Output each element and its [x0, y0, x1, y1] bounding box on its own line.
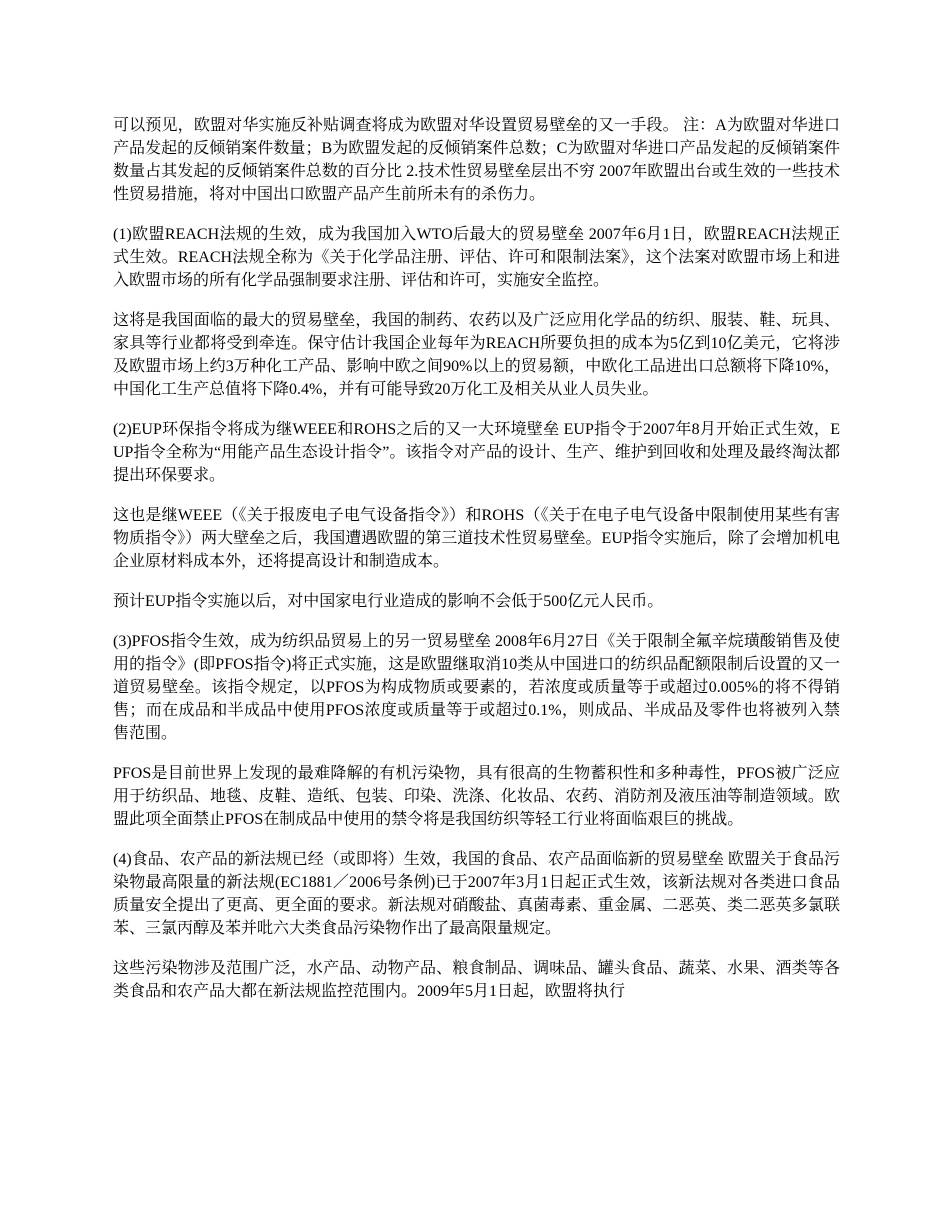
- paragraph-eup: (2)EUP环保指令将成为继WEEE和ROHS之后的又一大环境壁垒 EUP指令于2007年8月开始正式生效，EUP指令全称为“用能产品生态设计指令”。该指令对产品的设计、生产、维护到回收和处理及最终淘汰都提出环保要求。: [113, 421, 840, 484]
- paragraph-reach-impact: 这将是我国面临的最大的贸易壁垒，我国的制药、农药以及广泛应用化学品的纺织、服装、鞋、玩具、家具等行业都将受到牵连。保守估计我国企业每年为REACH所要负担的成本为5亿到10亿美元，它将涉及欧盟市场上约3万种化工产品、影响中欧之间90%以上的贸易额，中欧化工品进出口总额将下降10%，中国化工生产总值将下降0.4%，并有可能导致20万化工及相关从业人员失业。: [113, 312, 840, 398]
- paragraph-eup-weee-rohs: 这也是继WEEE（《关于报废电子电气设备指令》）和ROHS（《关于在电子电气设备中限制使用某些有害物质指令》）两大壁垒之后，我国遭遇欧盟的第三道技术性贸易壁垒。EUP指令实施后，除了会增加机电企业原材料成本外，还将提高设计和制造成本。: [113, 507, 840, 570]
- paragraph-pfos: (3)PFOS指令生效，成为纺织品贸易上的另一贸易壁垒 2008年6月27日《关于限制全氟辛烷璜酸销售及使用的指令》(即PFOS指令)将正式实施，这是欧盟继取消10类从中国进口的纺织品配额限制后设置的又一道贸易壁垒。该指令规定，以PFOS为构成物质或要素的，若浓度或质量等于或超过0.005%的将不得销售；而在成品和半成品中使用PFOS浓度或质量等于或超过0.1%，则成品、半成品及零件也将被列入禁售范围。: [113, 633, 840, 742]
- paragraph-intro-antisubsidy: 可以预见，欧盟对华实施反补贴调查将成为欧盟对华设置贸易壁垒的又一手段。 注：A为欧盟对华进口产品发起的反倾销案件数量；B为欧盟发起的反倾销案件总数；C为欧盟对华进口产品发起的反倾销案件数量占其发起的反倾销案件总数的百分比 2.技术性贸易壁垒层出不穷 2007年欧盟出台或生效的一些技术性贸易措施，将对中国出口欧盟产品产生前所未有的杀伤力。: [113, 117, 840, 203]
- paragraph-reach: (1)欧盟REACH法规的生效，成为我国加入WTO后最大的贸易壁垒 2007年6月1日，欧盟REACH法规正式生效。REACH法规全称为《关于化学品注册、评估、许可和限制法案》，这个法案对欧盟市场上和进入欧盟市场的所有化学品强制要求注册、评估和许可，实施安全监控。: [113, 226, 840, 289]
- document-body: [113, 114, 840, 1020]
- paragraph-eup-estimate: 预计EUP指令实施以后，对中国家电行业造成的影响不会低于500亿元人民币。: [113, 593, 664, 610]
- paragraph-food-scope: 这些污染物涉及范围广泛，水产品、动物产品、粮食制品、调味品、罐头食品、蔬菜、水果、酒类等各类食品和农产品大都在新法规监控范围内。2009年5月1日起，欧盟将执行: [113, 960, 840, 1000]
- paragraph-pfos-impact: PFOS是目前世界上发现的最难降解的有机污染物，具有很高的生物蓄积性和多种毒性，PFOS被广泛应用于纺织品、地毯、皮鞋、造纸、包装、印染、洗涤、化妆品、农药、消防剂及液压油等制造领域。欧盟此项全面禁止PFOS在制成品中使用的禁令将是我国纺织等轻工行业将面临艰巨的挑战。: [113, 765, 840, 828]
- paragraph-food-regulation: (4)食品、农产品的新法规已经（或即将）生效，我国的食品、农产品面临新的贸易壁垒 欧盟关于食品污染物最高限量的新法规(EC1881／2006号条例)已于2007年3月1日起正式生效，该新法规对各类进口食品质量安全提出了更高、更全面的要求。新法规对硝酸盐、真菌毒素、重金属、二恶英、类二恶英多氯联苯、三氯丙醇及苯并吡六大类食品污染物作出了最高限量规定。: [113, 851, 840, 937]
